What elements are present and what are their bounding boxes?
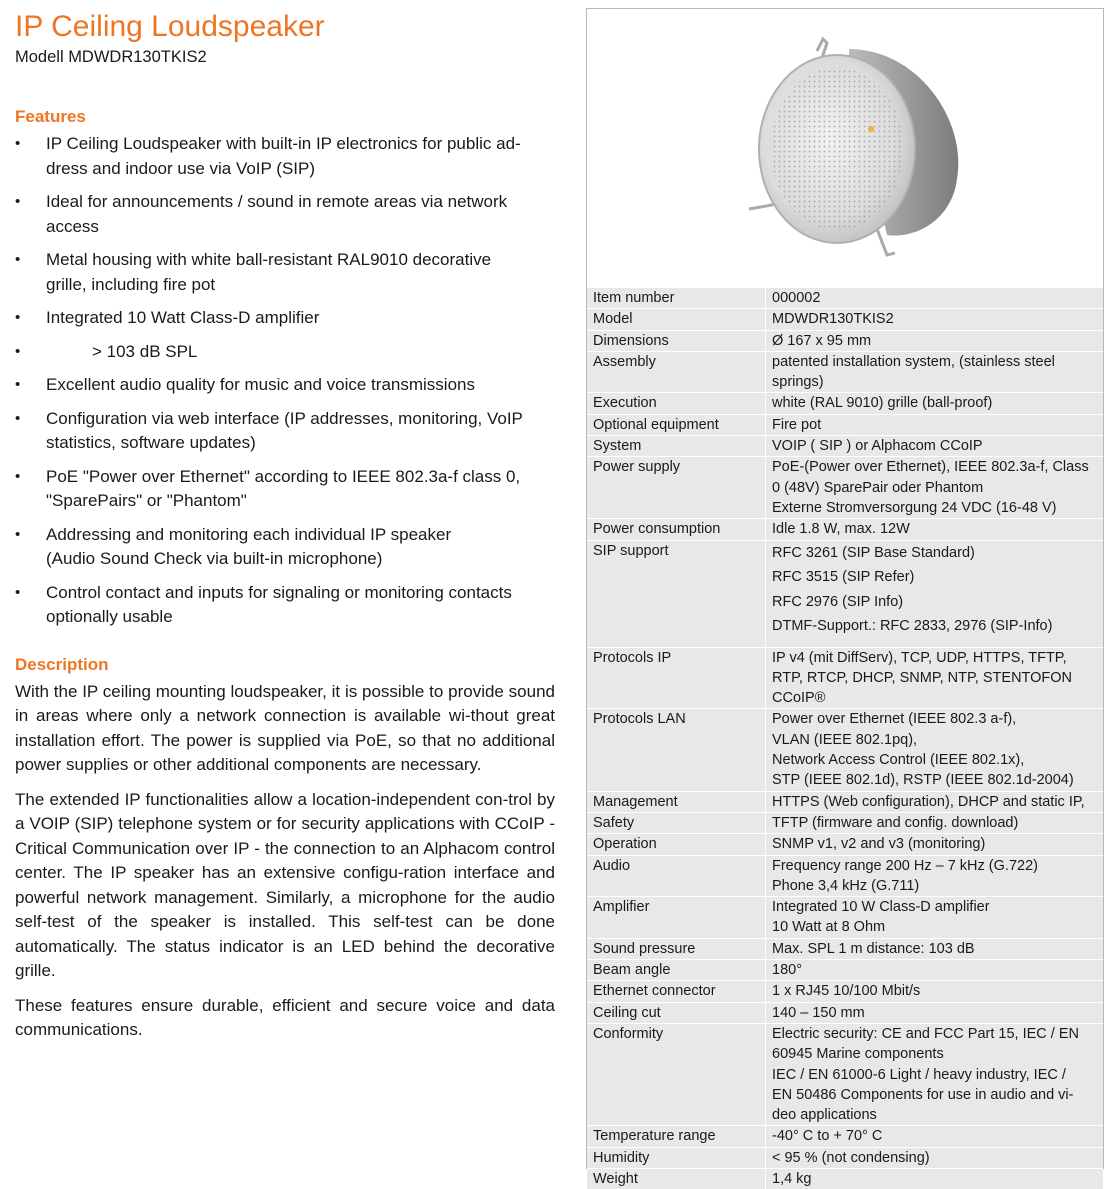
spec-row — [587, 855, 1103, 897]
spec-label: Amplifier — [587, 897, 766, 939]
spec-label: Beam angle — [587, 960, 766, 981]
spec-label: Ceiling cut — [587, 1002, 766, 1023]
spec-value-line: RTP, RTCP, DHCP, SNMP, NTP, STENTOFON — [772, 669, 1073, 686]
spec-row — [587, 1147, 1103, 1168]
spec-value — [766, 393, 1104, 414]
spec-value-line: RFC 3515 (SIP Refer) — [772, 569, 915, 586]
spec-label: Conformity — [587, 1023, 766, 1125]
spec-value — [766, 981, 1104, 1002]
spec-value-line: Electric security: CE and FCC Part 15, IEC / EN — [772, 1025, 1080, 1042]
spec-row — [587, 897, 1103, 939]
spec-label: Dimensions — [587, 330, 766, 351]
spec-panel — [586, 8, 1104, 1187]
bullet-icon: • — [15, 409, 21, 427]
spec-value-line: Fire pot — [772, 416, 822, 433]
spec-value-line: springs) — [772, 374, 824, 391]
spec-value — [766, 1002, 1104, 1023]
description-heading: Description — [15, 654, 109, 674]
spec-value — [766, 436, 1104, 457]
feature-item — [15, 340, 555, 365]
feature-text: optionally usable — [46, 607, 173, 626]
spec-label: Operation — [587, 834, 766, 855]
spec-label: Protocols LAN — [587, 709, 766, 791]
spec-value — [766, 351, 1104, 393]
spec-row — [587, 1023, 1103, 1125]
spec-label: Audio — [587, 855, 766, 897]
spec-value-line: Power over Ethernet (IEEE 802.3 a-f), — [772, 711, 1017, 728]
page-title: IP Ceiling Loudspeaker — [15, 10, 325, 43]
feature-text: Ideal for announcements / sound in remote areas via network — [46, 192, 508, 211]
spec-row — [587, 960, 1103, 981]
spec-row — [587, 330, 1103, 351]
spec-label: Power supply — [587, 457, 766, 519]
spec-value — [766, 938, 1104, 959]
description-paragraph: These features ensure durable, efficient and secure voice and data communications. — [15, 995, 555, 1039]
spec-row — [587, 834, 1103, 855]
spec-row — [587, 981, 1103, 1002]
bullet-icon: • — [15, 467, 21, 485]
spec-value-line: -40° C to + 70° C — [772, 1128, 883, 1145]
feature-text: Configuration via web interface (IP addresses, monitoring, VoIP — [46, 408, 523, 428]
feature-text: Excellent audio quality for music and voice transmissions — [46, 375, 475, 394]
ceiling-speaker-illustration — [587, 9, 1103, 287]
spec-label: Safety — [587, 812, 766, 833]
spec-row — [587, 647, 1103, 709]
spec-value-line: PoE-(Power over Ethernet), IEEE 802.3a-f, Class — [772, 459, 1089, 476]
spec-value-line: RFC 3261 (SIP Base Standard) — [772, 544, 975, 561]
spec-value — [766, 309, 1104, 330]
spec-value-line: SNMP v1, v2 and v3 (monitoring) — [772, 836, 986, 853]
spec-row — [587, 709, 1103, 791]
spec-value-line: Ø 167 x 95 mm — [772, 332, 872, 349]
spec-value-line: Idle 1.8 W, max. 12W — [772, 521, 910, 538]
spec-value — [766, 519, 1104, 540]
spec-value-line: Integrated 10 W Class-D amplifier — [772, 899, 990, 916]
spec-value-line: 000002 — [772, 290, 821, 306]
spec-value-line: Externe Stromversorgung 24 VDC (16-48 V) — [772, 499, 1057, 516]
spec-row — [587, 1168, 1103, 1189]
bullet-icon: • — [15, 583, 21, 601]
spec-value-line: Frequency range 200 Hz – 7 kHz (G.722) — [772, 857, 1038, 874]
feature-text: PoE "Power over Ethernet" according to IEEE 802.3a-f class 0, — [46, 466, 521, 486]
feature-text: grille, including fire pot — [46, 274, 216, 294]
spec-value-line: 60945 Marine components — [772, 1046, 944, 1063]
feature-text: > 103 dB SPL — [92, 341, 198, 361]
spec-value — [766, 834, 1104, 855]
spec-value — [766, 288, 1104, 309]
spec-value-line: MDWDR130TKIS2 — [772, 311, 894, 328]
spec-value — [766, 897, 1104, 939]
spec-value-line: < 95 % (not condensing) — [772, 1149, 930, 1166]
spec-value-line: DTMF-Support.: RFC 2833, 2976 (SIP-Info) — [772, 618, 1053, 635]
spec-value — [766, 647, 1104, 709]
feature-text: Control contact and inputs for signaling or monitoring contacts — [46, 582, 512, 602]
spec-value-line: 10 Watt at 8 Ohm — [772, 919, 886, 936]
spec-label: Optional equipment — [587, 414, 766, 435]
spec-label: Temperature range — [587, 1126, 766, 1147]
feature-text: IP Ceiling Loudspeaker with built-in IP electronics for public ad- — [46, 134, 521, 153]
spec-value-line: 0 (48V) SparePair oder Phantom — [772, 479, 984, 496]
spec-label: System — [587, 436, 766, 457]
bullet-icon: • — [15, 193, 21, 210]
left-column — [15, 8, 555, 1053]
feature-item — [15, 248, 555, 297]
features-heading: Features — [15, 107, 86, 126]
spec-value-line: TFTP (firmware and config. download) — [772, 814, 1019, 831]
spec-table — [587, 287, 1103, 1189]
description-paragraph: With the IP ceiling mounting loudspeaker, it is possible to provide sound in areas where only a network connection is available wi-thout great installation effort. The power is supplied via PoE, so that no additional power supplies or other additional components are necessary. — [15, 681, 555, 774]
product-image — [587, 9, 1103, 287]
description-paragraph: The extended IP functionalities allow a location-independent con-trol by a VOIP (SIP) telephone system or for security applications with CCoIP - Critical Communication over IP - the connection to an Alphacom control center. The IP speaker has an extensive configu-ration interface and powerful network management. Similarly, a microphone for the audio self-test of the speaker is installed. This self-test can be done automatically. The status indicator is an LED behind the decorative grille. — [15, 789, 555, 980]
feature-text: dress and indoor use via VoIP (SIP) — [46, 158, 316, 178]
feature-item — [15, 306, 555, 331]
spec-value-line: IEC / EN 61000-6 Light / heavy industry, IEC / — [772, 1066, 1066, 1083]
spec-value-line: VLAN (IEEE 802.1pq), — [772, 731, 918, 748]
feature-text: Integrated 10 Watt Class-D amplifier — [46, 308, 320, 327]
feature-text: Metal housing with white ball-resistant RAL9010 decorative — [46, 250, 492, 269]
spec-row — [587, 351, 1103, 393]
spec-value — [766, 330, 1104, 351]
spec-value-line: Network Access Control (IEEE 802.1x), — [772, 752, 1025, 769]
spec-value — [766, 791, 1104, 812]
bullet-icon: • — [15, 525, 21, 543]
spec-value-line: Phone 3,4 kHz (G.711) — [772, 877, 920, 894]
spec-label: Management — [587, 791, 766, 812]
bullet-icon: • — [15, 309, 21, 326]
spec-value-line: 180° — [772, 962, 802, 979]
spec-label: Weight — [587, 1168, 766, 1189]
spec-row — [587, 1002, 1103, 1023]
spec-value-line: 1,4 kg — [772, 1170, 812, 1187]
spec-value-line: 1 x RJ45 10/100 Mbit/s — [772, 983, 921, 1000]
spec-value — [766, 960, 1104, 981]
spec-value — [766, 540, 1104, 647]
spec-row — [587, 309, 1103, 330]
spec-value-line: CCoIP® — [772, 690, 826, 707]
model-subtitle: Modell MDWDR130TKIS2 — [15, 48, 207, 66]
spec-value-line: HTTPS (Web configuration), DHCP and static IP, — [772, 793, 1085, 810]
spec-row — [587, 414, 1103, 435]
spec-row — [587, 519, 1103, 540]
spec-value — [766, 457, 1104, 519]
spec-value — [766, 709, 1104, 791]
feature-text: (Audio Sound Check via built-in microphone) — [46, 549, 383, 568]
spec-label: Protocols IP — [587, 647, 766, 709]
feature-item — [15, 407, 555, 456]
spec-value-line: EN 50486 Components for use in audio and vi- — [772, 1086, 1074, 1103]
spec-row — [587, 1126, 1103, 1147]
spec-row — [587, 812, 1103, 833]
spec-row — [587, 791, 1103, 812]
spec-value-line: deo applications — [772, 1107, 877, 1124]
spec-row — [587, 436, 1103, 457]
spec-label: Humidity — [587, 1147, 766, 1168]
spec-label: SIP support — [587, 540, 766, 647]
feature-item — [15, 373, 555, 398]
spec-value-line: Max. SPL 1 m distance: 103 dB — [772, 940, 975, 957]
spec-value-line: RFC 2976 (SIP Info) — [772, 593, 904, 610]
spec-label: Model — [587, 309, 766, 330]
bullet-icon: • — [15, 376, 21, 393]
bullet-icon: • — [15, 251, 21, 268]
spec-value-line: patented installation system, (stainless steel — [772, 353, 1055, 370]
features-list — [15, 132, 555, 630]
spec-row — [587, 393, 1103, 414]
spec-value — [766, 1023, 1104, 1125]
spec-value — [766, 1168, 1104, 1189]
spec-label: Item number — [587, 288, 766, 309]
spec-value-line: white (RAL 9010) grille (ball-proof) — [772, 395, 993, 412]
description-body — [15, 680, 555, 1043]
feature-text: statistics, software updates) — [46, 433, 256, 452]
spec-value-line: IP v4 (mit DiffServ), TCP, UDP, HTTPS, TFTP, — [772, 649, 1067, 666]
bullet-icon: • — [15, 342, 21, 360]
spec-row — [587, 457, 1103, 519]
feature-item — [15, 132, 555, 181]
spec-row — [587, 288, 1103, 309]
spec-value-line: 140 – 150 mm — [772, 1004, 865, 1021]
spec-label: Execution — [587, 393, 766, 414]
spec-row — [587, 938, 1103, 959]
spec-label: Assembly — [587, 351, 766, 393]
spec-value — [766, 1147, 1104, 1168]
feature-item — [15, 190, 555, 239]
spec-value — [766, 812, 1104, 833]
spec-label: Sound pressure — [587, 938, 766, 959]
feature-item — [15, 581, 555, 630]
feature-text: "SparePairs" or "Phantom" — [46, 491, 247, 510]
spec-value-line: STP (IEEE 802.1d), RSTP (IEEE 802.1d-2004) — [772, 772, 1074, 789]
feature-text: Addressing and monitoring each individual IP speaker — [46, 524, 452, 544]
feature-item — [15, 465, 555, 514]
spec-value — [766, 414, 1104, 435]
bullet-icon: • — [15, 135, 21, 152]
spec-row — [587, 540, 1103, 647]
feature-item — [15, 523, 555, 572]
spec-value — [766, 1126, 1104, 1147]
spec-value-line: VOIP ( SIP ) or Alphacom CCoIP — [772, 438, 983, 455]
spec-label: Ethernet connector — [587, 981, 766, 1002]
spec-value — [766, 855, 1104, 897]
spec-label: Power consumption — [587, 519, 766, 540]
feature-text: access — [46, 216, 99, 236]
